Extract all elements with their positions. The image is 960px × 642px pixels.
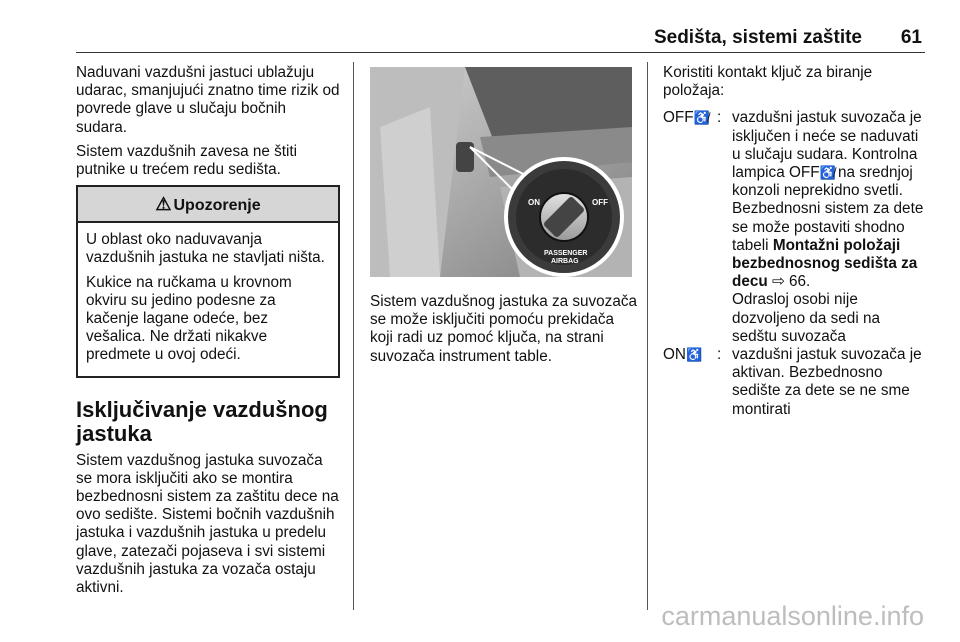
option-colon: :	[717, 109, 722, 127]
airbag-switch-photo	[370, 67, 632, 277]
left-column	[76, 64, 340, 603]
child-seat-off-icon: ♿̸	[819, 165, 834, 181]
right-intro: Koristiti kontakt ključ za biranje položaja:	[663, 64, 873, 100]
switch-passenger-label: PASSENGER	[544, 250, 588, 257]
header-rule	[76, 52, 925, 53]
switch-off-label: OFF	[592, 198, 608, 207]
page-number: 61	[900, 27, 922, 48]
page-reference-arrow-icon: ⇨	[771, 273, 785, 291]
warning-paragraph-2: Kukice na ručkama u krovnom okviru su jedino podesne za kačenje lagane odeće, bez vešalica. Ne držati nikakve predmete u ovoj odeći.	[86, 273, 292, 364]
watermark: carmanualsonline.info	[661, 601, 924, 631]
option-on	[663, 346, 925, 419]
column-divider-left	[353, 62, 354, 610]
header-title: Sedišta, sistemi zaštite	[653, 27, 862, 48]
intro-paragraph-1: Naduvani vazdušni jastuci ublažuju udarac, smanjujući znatno time rizik od povrede glave u slučaju bočnih sudara.	[76, 64, 340, 136]
child-seat-on-icon: ♿	[685, 347, 702, 363]
option-off-description: vazdušni jastuk suvozača je isključen i neće se naduvati u slučaju sudara. Kontrolna lampica OFF♿̸ na srednjoj konzoli neprekidno svetli. Bezbednosni sistem za dete se može postaviti shodno tabeli Montažni položaji bezbednosnog sedišta za decu ⇨ 66. Odrasloj osobi nije dozvoljeno da sedi na sedštu suvozača	[732, 109, 924, 345]
option-off-key: OFF♿̸	[663, 109, 708, 127]
column-divider-right	[647, 62, 648, 610]
warning-triangle-icon: ⚠	[155, 194, 172, 215]
intro-paragraph-2: Sistem vazdušnih zavesa ne štiti putnike u trećem redu sedišta.	[76, 142, 298, 179]
page-reference: 66.	[789, 273, 811, 291]
option-on-key: ON♿	[663, 346, 702, 364]
warning-paragraph-1: U oblast oko naduvavanja vazdušnih jastuka ne stavljati ništa.	[86, 231, 325, 267]
warning-heading-text: Upozorenje	[173, 197, 261, 215]
switch-on-label: ON	[528, 198, 540, 207]
section-text: Sistem vazdušnog jastuka suvozača se mora isključiti ako se montira bezbednosni sistem za zaštitu dece na ovo sedište. Sistemi bočnih vazdušnih jastuka i vazdušnih jastuka u predelu glave, zatezači pojaseva i svi sistemi vazdušnih jastuka za vozača ostaju aktivni.	[76, 451, 339, 597]
child-seat-off-icon: ♿̸	[693, 110, 708, 126]
section-title: Isključivanje vazdušnog jastuka	[76, 396, 328, 446]
photo-caption: Sistem vazdušnog jastuka za suvozača se može isključiti pomoću prekidača koji radi uz pomoć ključa, na strani suvozača instrument table.	[370, 293, 637, 365]
right-column	[663, 64, 925, 419]
warning-heading	[78, 187, 338, 223]
option-on-description: vazdušni jastuk suvozača je aktivan. Bezbednosno sedište za dete se ne sme montirati	[732, 346, 922, 418]
warning-box	[76, 185, 340, 377]
option-colon: :	[717, 346, 722, 364]
table-reference: Montažni položaji bezbednosnog sedišta za decu	[732, 236, 918, 291]
warning-body	[78, 223, 338, 375]
option-off	[663, 109, 925, 346]
switch-airbag-label: AIRBAG	[551, 258, 579, 265]
